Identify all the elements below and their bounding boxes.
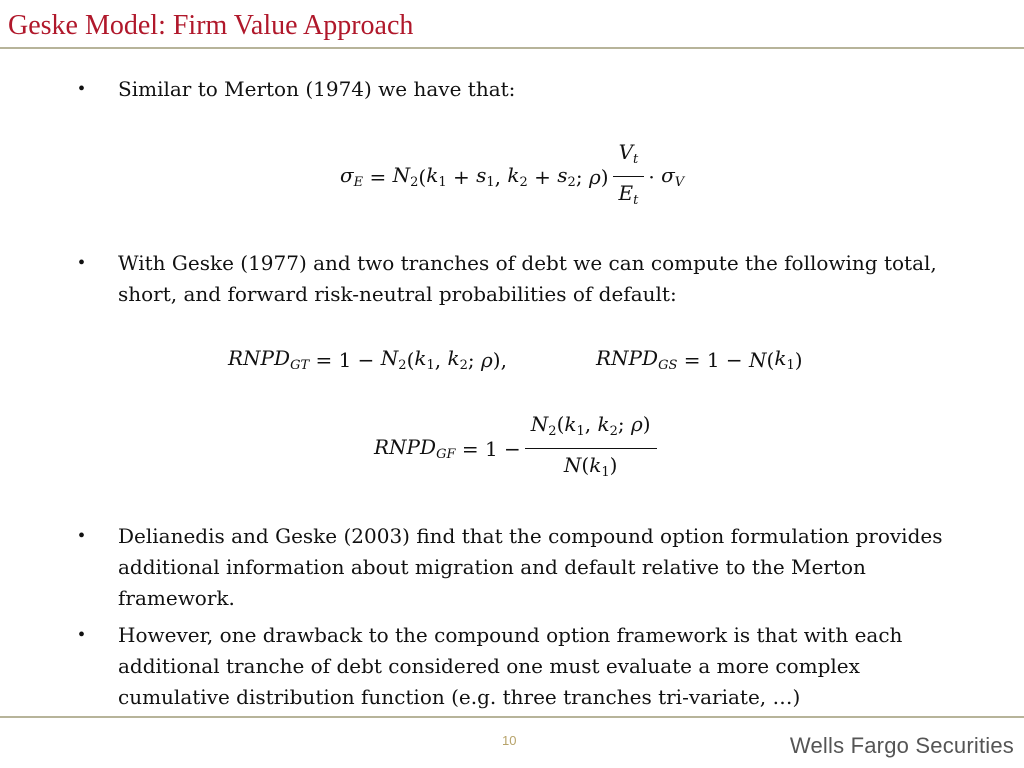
bullet-item <box>78 620 978 713</box>
title-divider <box>0 47 1024 49</box>
bullet-item <box>78 248 978 310</box>
equation-rnpd-gs: $RNPD_{GS}$ = 1 − N ( $k_1$ ) <box>596 346 803 373</box>
equation-rnpd-gt: $RNPD_{GT}$ = 1 − $N_2$ ( $k_1$ , $k_2$ ; ρ ), <box>228 346 507 373</box>
page-number: 10 <box>502 733 517 748</box>
slide-title: Geske Model: Firm Value Approach <box>8 10 414 41</box>
bullet-text: With Geske (1977) and two tranches of debt we can compute the following total, short, and forward risk-neutral probabilities of default: <box>118 251 937 306</box>
brand-logo-text: Wells Fargo Securities <box>789 733 1014 758</box>
bullet-marker: • <box>78 78 86 100</box>
bullet-text: Similar to Merton (1974) we have that: <box>118 77 516 101</box>
footer-divider <box>0 716 1024 718</box>
bullet-text: Delianedis and Geske (2003) find that the compound option formulation provides additional information about migration and default relative to the Merton framework. <box>118 524 943 610</box>
bullet-marker: • <box>78 525 86 547</box>
bullet-item <box>78 74 978 105</box>
bullet-item <box>78 521 978 614</box>
bullet-marker: • <box>78 624 86 646</box>
bullet-marker: • <box>78 252 86 274</box>
bullet-text: However, one drawback to the compound option framework is that with each additional tranche of debt considered one must evaluate a more complex cumulative distribution function (e.g. three tranches tri-variate, …) <box>118 623 903 709</box>
equation-sigma-e: $\sigma_E$ = $N_2$ ( $k_1$ + $s_1$ , $k_2$ + $s_2$ ; ρ ) $\frac{V_t}{E_t}$ · $\sigma_V$ <box>340 140 685 208</box>
equation-rnpd-gf: $RNPD_{GF}$ = 1 − $\frac{N_2(k_1, k_2; \rho)}{N(k_1)}$ <box>374 412 661 485</box>
